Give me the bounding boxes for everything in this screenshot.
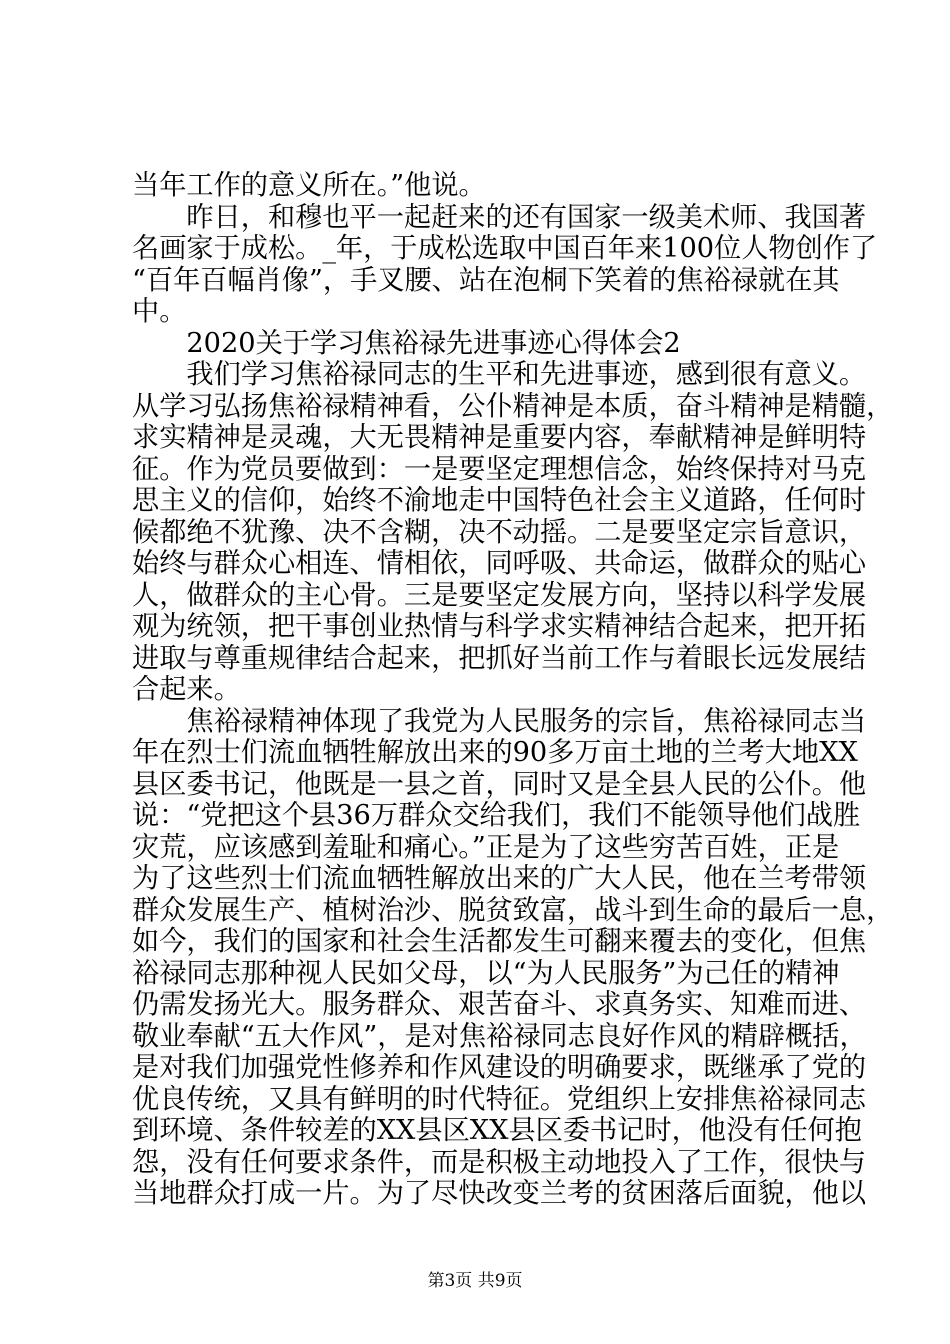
- text-line: 2020关于学习焦裕禄先进事迹心得体会2: [132, 327, 681, 359]
- text-line: 思主义的信仰，始终不渝地走中国特色社会主义道路，任何时: [132, 485, 867, 516]
- body-text: [132, 170, 894, 1210]
- text-line: 合起来。: [132, 674, 241, 705]
- text-line: 始终与群众心相连、情相依，同呼吸、共命运，做群众的贴心: [132, 548, 867, 579]
- text-line: 年在烈士们流血牺牲解放出来的90多万亩土地的兰考大地XX: [132, 737, 858, 768]
- text-line: “百年百幅肖像”，手叉腰、站在泡桐下笑着的焦裕禄就在其: [132, 264, 840, 296]
- text-line: 仍需发扬光大。服务群众、艰苦奋斗、求真务实、知难而进、: [132, 989, 867, 1020]
- text-line: 怨，没有任何要求条件，而是积极主动地投入了工作，很快与: [132, 1146, 867, 1178]
- text-line: 优良传统，又具有鲜明的时代特征。党组织上安排焦裕禄同志: [132, 1083, 867, 1115]
- page-number: 第3页 共9页: [427, 1271, 523, 1291]
- text-line: 昨日，和穆也平一起赶来的还有国家一级美术师、我国著: [132, 201, 867, 233]
- text-line: 中。: [132, 296, 187, 327]
- text-line: 观为统领，把干事创业热情与科学求实精神结合起来，把开拓: [132, 611, 867, 642]
- text-line: 征。作为党员要做到：一是要坚定理想信念，始终保持对马克: [132, 453, 867, 485]
- text-line: 当年工作的意义所在。”他说。: [132, 170, 486, 201]
- text-line: 候都绝不犹豫、决不含糊，决不动摇。二是要坚定宗旨意识，: [132, 516, 867, 548]
- text-line: 进取与尊重规律结合起来，把抓好当前工作与着眼长远发展结: [132, 642, 867, 674]
- text-line: 是对我们加强党性修养和作风建设的明确要求，既继承了党的: [132, 1052, 867, 1083]
- text-line: 如今，我们的国家和社会生活都发生可翻来覆去的变化，但焦: [132, 926, 867, 957]
- text-line: 人，做群众的主心骨。三是要坚定发展方向，坚持以科学发展: [132, 579, 867, 611]
- text-line: 求实精神是灵魂，大无畏精神是重要内容，奉献精神是鲜明特: [132, 422, 867, 453]
- text-line: 从学习弘扬焦裕禄精神看，公仆精神是本质，奋斗精神是精髓，: [132, 390, 894, 422]
- text-line: 说：“党把这个县36万群众交给我们，我们不能领导他们战胜: [132, 800, 861, 831]
- text-line: 群众发展生产、植树治沙、脱贫致富，战斗到生命的最后一息，: [132, 894, 894, 926]
- text-line: 县区委书记，他既是一县之首，同时又是全县人民的公仆。他: [132, 768, 867, 800]
- text-line: 当地群众打成一片。为了尽快改变兰考的贫困落后面貌，他以: [132, 1178, 867, 1209]
- text-line: 为了这些烈士们流血牺牲解放出来的广大人民，他在兰考带领: [132, 863, 867, 894]
- text-line: 敬业奉献“五大作风”，是对焦裕禄同志良好作风的精辟概括，: [132, 1020, 867, 1052]
- text-line: 名画家于成松。_年，于成松选取中国百年来100位人物创作了: [132, 233, 878, 264]
- text-line: 裕禄同志那种视人民如父母，以“为人民服务”为己任的精神: [132, 957, 840, 989]
- text-line: 焦裕禄精神体现了我党为人民服务的宗旨，焦裕禄同志当: [132, 705, 867, 737]
- text-line: 我们学习焦裕禄同志的生平和先进事迹，感到很有意义。: [132, 359, 867, 390]
- text-line: 到环境、条件较差的XX县区XX县区委书记时，他没有任何抱: [132, 1115, 862, 1146]
- text-line: 灾荒，应该感到羞耻和痛心。”正是为了这些穷苦百姓，正是: [132, 831, 840, 863]
